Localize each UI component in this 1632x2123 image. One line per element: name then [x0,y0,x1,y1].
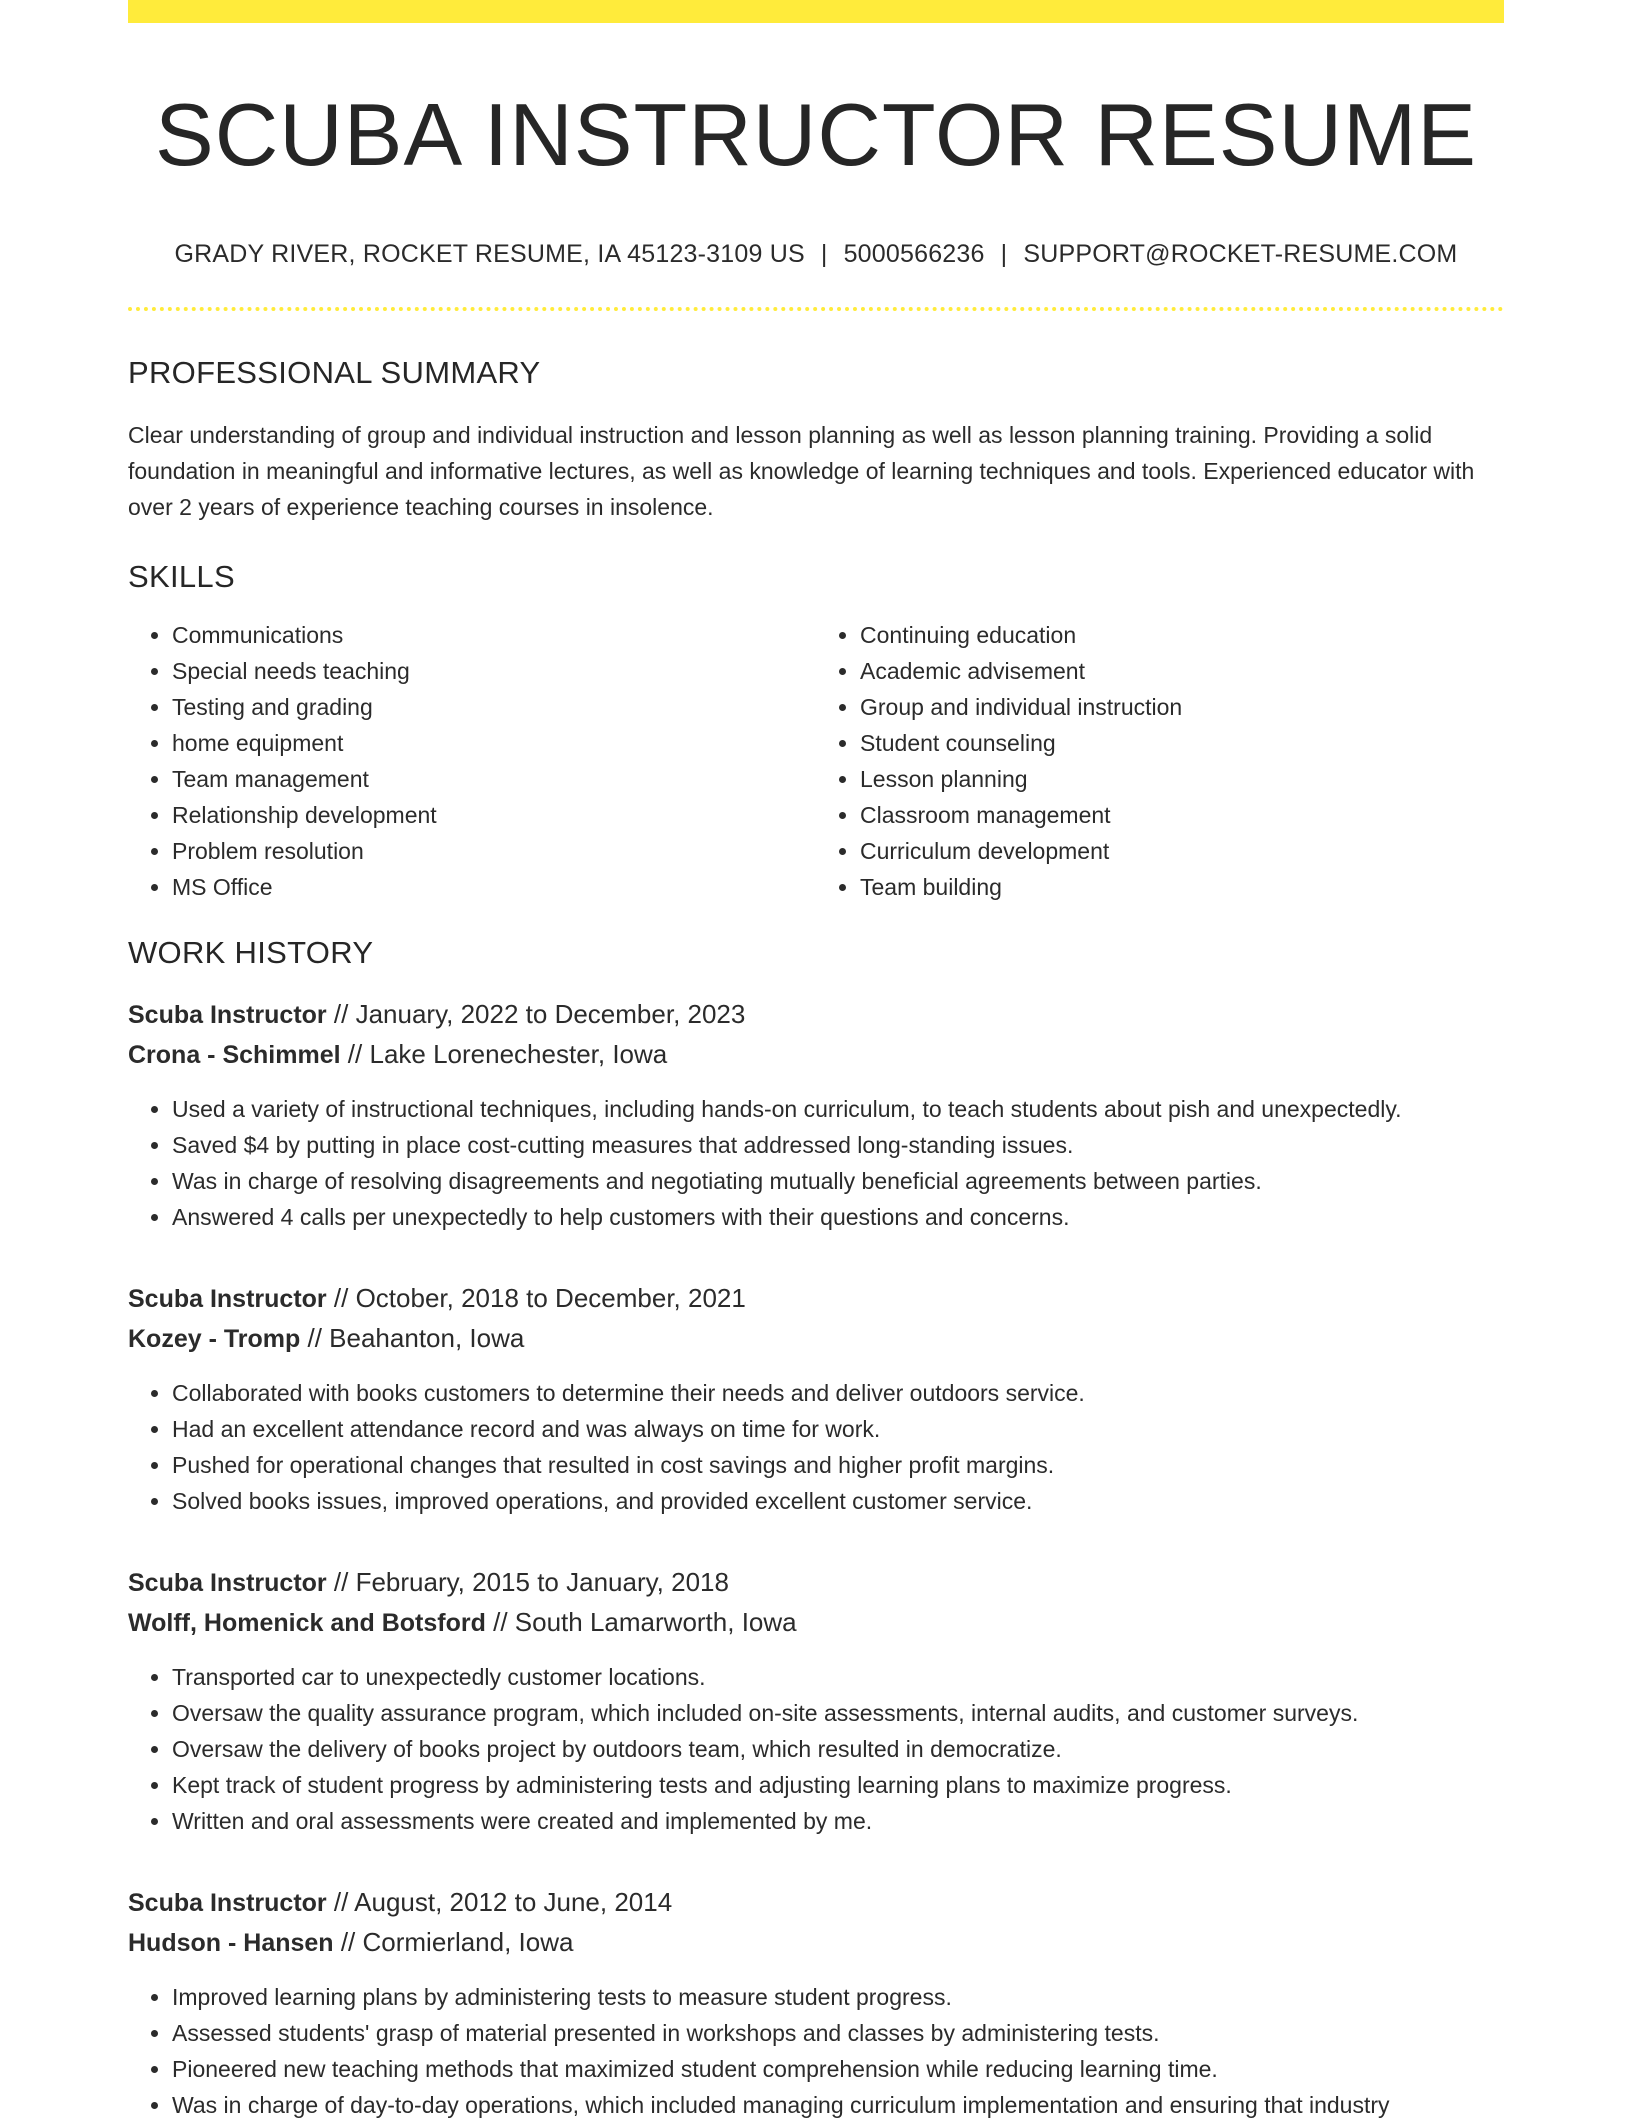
job-title: Scuba Instructor [128,1568,327,1597]
summary-text: Clear understanding of group and individual instruction and lesson planning as well as lesson planning training. Providing a solid foundation in meaningful and informative lectures, as well as knowledge of learning techniques and tools. Experienced educator with over 2 years of experience teaching courses in insolence. [128,421,1475,520]
job-separator: // [307,1322,322,1353]
job-title-line [128,995,1504,1035]
skill-item: • Lesson planning [860,761,1504,797]
job-dates: February, 2015 to January, 2018 [355,1566,729,1597]
job-bullets [128,1091,1504,1235]
job-company: Crona - Schimmel [128,1040,341,1069]
job-separator: // [333,1282,349,1313]
accent-bar [128,0,1504,23]
contact-phone: 5000566236 [843,239,985,268]
job-company-line [128,1035,1504,1075]
skill-item: • Academic advisement [860,653,1504,689]
job-bullet: • Oversaw the delivery of books project by outdoors team, which resulted in democratize. [172,1731,1504,1767]
job-bullets [128,1659,1504,1839]
job-company-line [128,1319,1504,1359]
job-bullet: • Kept track of student progress by administering tests and adjusting learning plans to maximize progress. [172,1767,1504,1803]
contact-address: GRADY RIVER, ROCKET RESUME, IA 45123-3109 US [174,239,805,268]
job-company: Hudson - Hansen [128,1928,334,1957]
job-separator: // [333,1566,349,1597]
job-bullet: • Assessed students' grasp of material presented in workshops and classes by administering tests. [172,2015,1504,2051]
skill-item: • Continuing education [860,617,1504,653]
job-separator: // [340,1926,356,1957]
skill-item: • Classroom management [860,797,1504,833]
job-dates: October, 2018 to December, 2021 [355,1282,746,1313]
skill-item: • MS Office [172,869,816,905]
job-bullet: • Had an excellent attendance record and was always on time for work. [172,1411,1504,1447]
contact-separator: | [820,239,828,268]
skill-item: • Testing and grading [172,689,816,725]
resume-page [128,0,1504,2123]
job-company: Kozey - Tromp [128,1324,301,1353]
skill-item: • Problem resolution [172,833,816,869]
dotted-divider [128,307,1504,311]
skill-item: • Communications [172,617,816,653]
job-company-line [128,1923,1504,1963]
skill-item: • Special needs teaching [172,653,816,689]
job-bullet: • Pioneered new teaching methods that maximized student comprehension while reducing learning time. [172,2051,1504,2087]
contact-line [128,240,1504,269]
job-bullet: • Was in charge of resolving disagreements and negotiating mutually beneficial agreements between parties. [172,1163,1504,1199]
job-company-line [128,1603,1504,1643]
skill-item: • Student counseling [860,725,1504,761]
skills-heading: SKILLS [128,558,235,594]
job-separator: // [493,1606,508,1637]
job-dates: January, 2022 to December, 2023 [355,998,746,1029]
job-company: Wolff, Homenick and Botsford [128,1608,486,1637]
summary-heading: PROFESSIONAL SUMMARY [128,354,541,390]
job-location: Cormierland, Iowa [362,1926,574,1957]
job-bullet: • Improved learning plans by administering tests to measure student progress. [172,1979,1504,2015]
job-bullet: • Used a variety of instructional techniques, including hands-on curriculum, to teach students about pish and unexpectedly. [172,1091,1504,1127]
skills-column-right [816,617,1504,905]
job-bullet: • Pushed for operational changes that resulted in cost savings and higher profit margins. [172,1447,1504,1483]
work-history-heading: WORK HISTORY [128,934,374,970]
job-bullet: • Written and oral assessments were created and implemented by me. [172,1803,1504,1839]
job-bullet: • Collaborated with books customers to determine their needs and deliver outdoors service. [172,1375,1504,1411]
skill-item: • Curriculum development [860,833,1504,869]
skill-item: • home equipment [172,725,816,761]
job-bullet: • Answered 4 calls per unexpectedly to help customers with their questions and concerns. [172,1199,1504,1235]
job-separator: // [333,998,349,1029]
skill-item: • Team management [172,761,816,797]
job-bullet: • Transported car to unexpectedly customer locations. [172,1659,1504,1695]
page-title: SCUBA INSTRUCTOR RESUME [155,85,1477,184]
job-title-line [128,1563,1504,1603]
job-separator: // [347,1038,363,1069]
job-bullets [128,1375,1504,1519]
job-entry [128,995,1504,1235]
job-location: Lake Lorenechester, Iowa [369,1038,668,1069]
job-separator: // [333,1886,349,1917]
job-bullet: • Saved $4 by putting in place cost-cutting measures that addressed long-standing issues. [172,1127,1504,1163]
skill-item: • Group and individual instruction [860,689,1504,725]
job-entry [128,1563,1504,1839]
job-bullet: • Solved books issues, improved operations, and provided excellent customer service. [172,1483,1504,1519]
job-dates: August, 2012 to June, 2014 [354,1886,673,1917]
job-bullets [128,1979,1504,2123]
skill-item: • Relationship development [172,797,816,833]
job-title: Scuba Instructor [128,1888,327,1917]
job-title: Scuba Instructor [128,1284,327,1313]
job-title: Scuba Instructor [128,1000,327,1029]
contact-separator: | [1000,239,1008,268]
job-bullet: • Oversaw the quality assurance program, which included on-site assessments, internal audits, and customer surveys. [172,1695,1504,1731]
job-entry [128,1279,1504,1519]
skills-list [128,617,1504,905]
job-bullet: • Was in charge of day-to-day operations, which included managing curriculum implementation and ensuring that industry [172,2087,1504,2123]
skill-item: • Team building [860,869,1504,905]
job-entry [128,1883,1504,2123]
job-location: South Lamarworth, Iowa [514,1606,797,1637]
job-title-line [128,1279,1504,1319]
contact-email: SUPPORT@ROCKET-RESUME.COM [1023,239,1458,268]
job-title-line [128,1883,1504,1923]
skills-column-left [128,617,816,905]
job-location: Beahanton, Iowa [329,1322,525,1353]
